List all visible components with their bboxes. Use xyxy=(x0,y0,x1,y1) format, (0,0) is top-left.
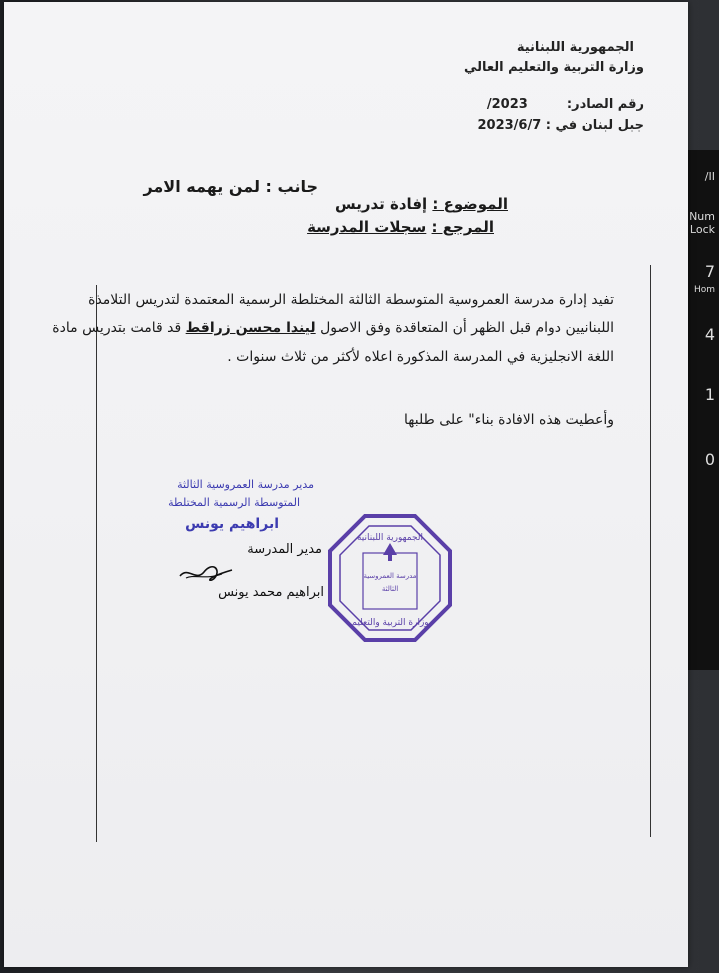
key-label: Num xyxy=(689,210,715,223)
body-line-1: تفيد إدارة مدرسة العمروسية المتوسطة الثالثة المختلطة الرسمية المعتمدة لتدريس التلامذة xyxy=(88,292,614,308)
handwritten-signature xyxy=(176,562,236,584)
subject-row xyxy=(335,195,508,213)
key-label: 7 xyxy=(704,262,715,281)
director-title: مدير المدرسة xyxy=(247,542,322,557)
addressee: جانب : لمن يهمه الامر xyxy=(143,177,318,196)
director-stamp-name: ابراهيم يونس xyxy=(185,516,279,532)
seal-top-text: الجمهورية اللبنانية xyxy=(356,533,424,543)
body-line-2-end: قد قامت بتدريس مادة xyxy=(52,320,186,336)
date-row xyxy=(477,118,644,133)
key-label: Lock xyxy=(689,223,715,236)
header-ministry: وزارة التربية والتعليم العالي xyxy=(463,60,644,75)
key-label: 1 xyxy=(704,385,715,404)
key-label: 0 xyxy=(704,450,715,469)
key-label: /II xyxy=(704,170,715,183)
official-seal xyxy=(327,513,453,643)
date-value: 2023/6/7 xyxy=(477,118,542,133)
key-label: 4 xyxy=(704,325,715,344)
seal-school-name: مدرسة العمروسية xyxy=(363,572,417,580)
left-margin-line xyxy=(96,285,97,842)
issue-number-value: 2023/ xyxy=(486,97,528,112)
reference-value: سجلات المدرسة xyxy=(307,218,427,236)
director-stamp-line-1: مدير مدرسة العمروسية الثالثة xyxy=(177,478,314,491)
issue-number-label: رقم الصادر: xyxy=(566,97,644,112)
right-margin-line xyxy=(650,265,651,837)
body-line-2 xyxy=(52,320,614,336)
director-name: ابراهيم محمد يونس xyxy=(218,585,324,600)
subject-value: إفادة تدريس xyxy=(335,195,428,213)
reference-label: المرجع : xyxy=(431,218,494,236)
key-label: Hom xyxy=(693,285,715,295)
seal-school-number: الثالثة xyxy=(381,585,399,593)
teacher-name: ليندا محسن زراقط xyxy=(185,320,316,336)
body-line-3: اللغة الانجليزية في المدرسة المذكورة اعلاه لأكثر من ثلاث سنوات . xyxy=(227,349,614,365)
document-page xyxy=(4,2,688,967)
director-stamp-line-2: المتوسطة الرسمية المختلطة xyxy=(168,496,300,509)
subject-label: الموضوع : xyxy=(432,195,508,213)
issue-number-row xyxy=(487,97,644,112)
closing-line: وأعطيت هذه الافادة بناء" على طلبها xyxy=(404,412,614,428)
header-republic: الجمهورية اللبنانية xyxy=(516,40,634,55)
seal-bottom-text: وزارة التربية والتعليم xyxy=(351,618,429,628)
reference-row xyxy=(307,218,494,236)
body-line-2-start: اللبنانيين دوام قبل الظهر أن المتعاقدة وفق الاصول xyxy=(315,320,614,336)
date-label: جبل لبنان في : xyxy=(545,118,644,133)
